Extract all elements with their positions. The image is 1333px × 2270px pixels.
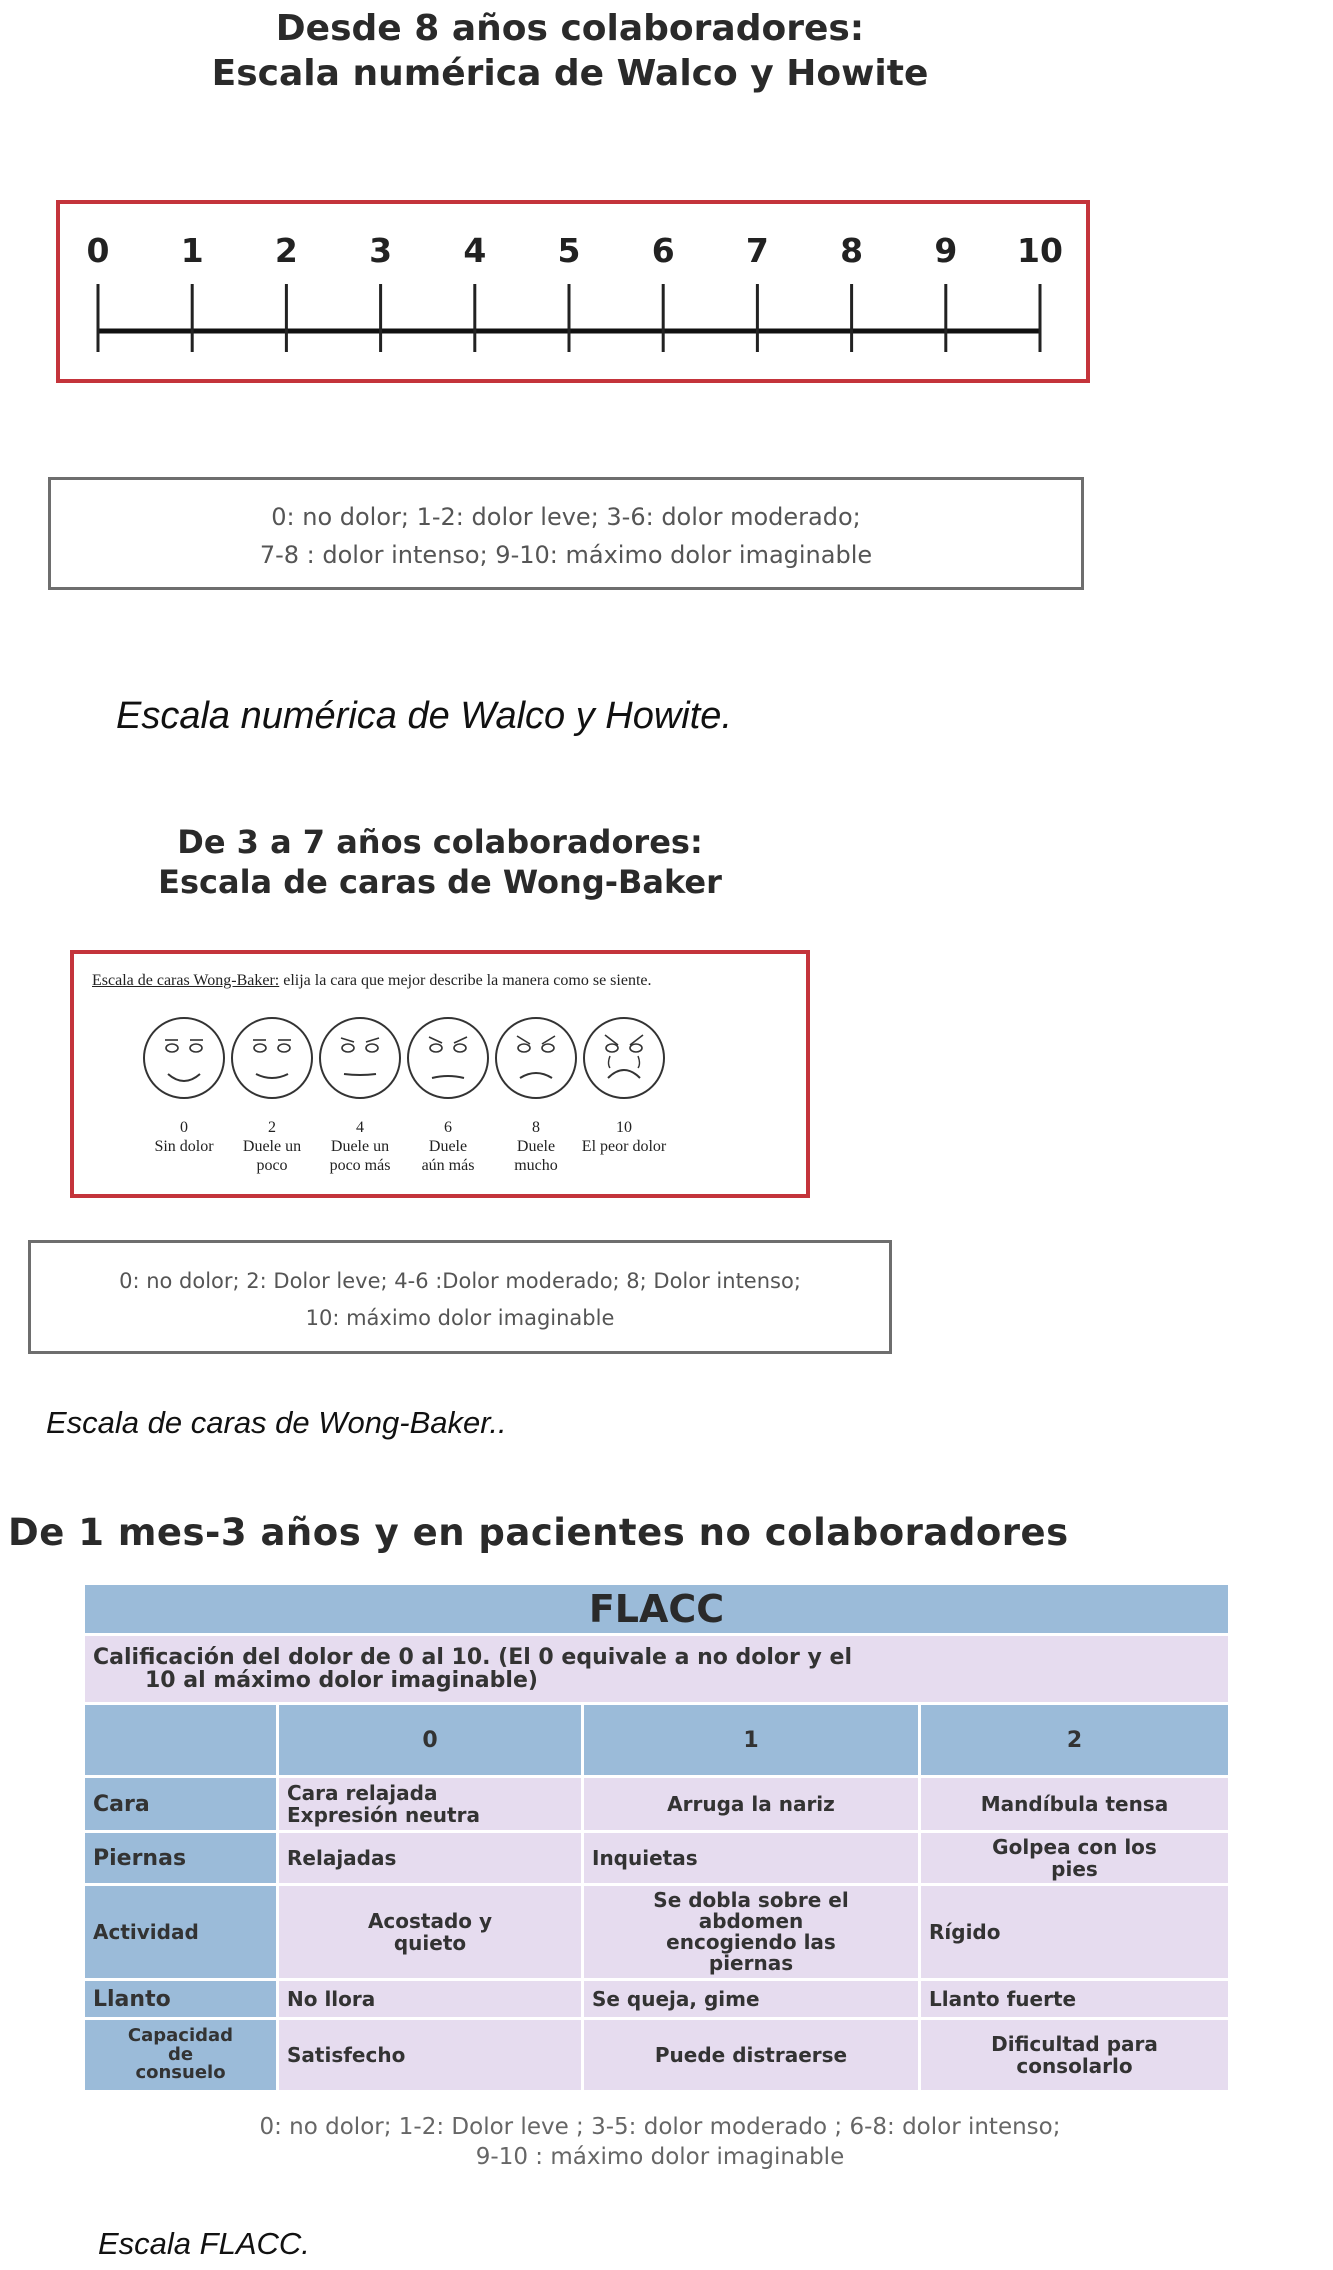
walco-legend-box [48, 477, 1084, 590]
scale-number-2: 2 [274, 231, 298, 270]
scale-number-6: 6 [651, 231, 675, 270]
pain-face-score: 2 [267, 1119, 276, 1136]
scale-number-0: 0 [86, 231, 110, 270]
pain-face-0-icon [144, 1018, 224, 1098]
pain-face-text: Duele [428, 1138, 468, 1156]
pain-face-label [154, 1118, 213, 1156]
pain-face-label [514, 1118, 558, 1176]
walco-section-title [120, 6, 1020, 96]
flacc-cell: Cara relajada Expresión neutra [279, 1778, 581, 1830]
pain-face-6-icon [408, 1018, 488, 1098]
pain-face-text: aún más [421, 1157, 475, 1175]
flacc-table [82, 1582, 1231, 2093]
flacc-subtitle [85, 1636, 1228, 1702]
flacc-row-actividad [85, 1886, 1228, 1978]
flacc-legend [40, 2113, 1280, 2173]
flacc-cell: Relajadas [279, 1833, 581, 1883]
flacc-row-label: Piernas [85, 1833, 276, 1883]
flacc-cell: Puede distraerse [584, 2020, 918, 2090]
flacc-cell: Inquietas [584, 1833, 918, 1883]
walco-legend-line1: 0: no dolor; 1-2: dolor leve; 3-6: dolor moderado; [271, 503, 861, 531]
pain-face-10-icon [584, 1018, 664, 1098]
faces-scale-label: Escala de caras Wong-Baker: [92, 972, 280, 989]
pain-face-text: mucho [514, 1157, 558, 1175]
scale-number-8: 8 [840, 231, 864, 270]
pain-face-label [243, 1118, 301, 1176]
flacc-cell: Rígido [921, 1886, 1228, 1978]
pain-face-2-icon [232, 1018, 312, 1098]
flacc-subtitle-line1: Calificación del dolor de 0 al 10. (El 0 equivale a no dolor y el [93, 1644, 853, 1670]
flacc-table-wrapper [82, 1582, 1231, 2098]
pain-face-4-icon [320, 1018, 400, 1098]
flacc-legend-line1: 0: no dolor; 1-2: Dolor leve ; 3-5: dolor moderado ; 6-8: dolor intenso; [259, 2114, 1061, 2140]
flacc-cell: Se queja, gime [584, 1981, 918, 2017]
scale-number-4: 4 [463, 231, 487, 270]
pain-face-score: 10 [615, 1119, 632, 1136]
scale-number-5: 5 [557, 231, 581, 270]
pain-face-score: 0 [180, 1119, 188, 1136]
walco-title-line2: Escala numérica de Walco y Howite [211, 53, 929, 94]
walco-title-line1: Desde 8 años colaboradores: [275, 8, 865, 49]
scale-number-7: 7 [745, 231, 769, 270]
pain-face-text: Sin dolor [154, 1138, 214, 1156]
scale-number-1: 1 [180, 231, 204, 270]
pain-face-8-icon [496, 1018, 576, 1098]
pain-face-text: El peor dolor [581, 1138, 667, 1156]
flacc-cell: Golpea con los pies [921, 1833, 1228, 1883]
faces-scale-instruction: elija la cara que mejor describe la manera como se siente. [283, 972, 652, 989]
flacc-cell: Dificultad para consolarlo [921, 2020, 1228, 2090]
scale-ruler [60, 204, 1086, 379]
flacc-caption: Escala FLACC. [98, 2226, 310, 2261]
flacc-header-1: 1 [584, 1705, 918, 1775]
flacc-row-piernas [85, 1833, 1228, 1883]
pain-face-score: 8 [531, 1119, 540, 1136]
pain-face-text: poco [256, 1157, 288, 1175]
pain-face-label [330, 1118, 391, 1176]
wong-legend-line2: 10: máximo dolor imaginable [305, 1305, 615, 1330]
flacc-row-consuelo [85, 2020, 1228, 2090]
wong-legend-box [28, 1240, 892, 1354]
flacc-header-row [85, 1705, 1228, 1775]
pain-face-text: Duele [516, 1138, 556, 1156]
flacc-cell: Acostado y quieto [279, 1886, 581, 1978]
flacc-legend-line2: 9-10 : máximo dolor imaginable [475, 2143, 845, 2170]
scale-number-9: 9 [934, 231, 958, 270]
wong-title-line2: Escala de caras de Wong-Baker [158, 863, 722, 901]
flacc-row-label: Llanto [85, 1981, 276, 2017]
pain-face-text: poco más [329, 1157, 391, 1175]
flacc-cell: Arruga la nariz [584, 1778, 918, 1830]
flacc-header-0: 0 [279, 1705, 581, 1775]
flacc-header-2: 2 [921, 1705, 1228, 1775]
flacc-cell: Llanto fuerte [921, 1981, 1228, 2017]
pain-face-text: Duele un [242, 1138, 302, 1156]
flacc-cell: Mandíbula tensa [921, 1778, 1228, 1830]
walco-caption: Escala numérica de Walco y Howite. [116, 695, 732, 737]
scale-number-3: 3 [369, 231, 393, 270]
flacc-subtitle-line2: 10 al máximo dolor imaginable) [145, 1668, 538, 1693]
pain-face-label [582, 1118, 666, 1156]
pain-face-score: 6 [444, 1119, 452, 1136]
flacc-row-label: Capacidad de consuelo [85, 2020, 276, 2090]
flacc-cell: Se dobla sobre el abdomen encogiendo las piernas [584, 1886, 918, 1978]
faces-scale-frame [70, 950, 810, 1198]
numeric-scale-frame [56, 200, 1090, 383]
flacc-cell: Satisfecho [279, 2020, 581, 2090]
pain-face-text: Duele un [330, 1138, 390, 1156]
walco-legend-line2: 7-8 : dolor intenso; 9-10: máximo dolor imaginable [259, 541, 873, 570]
flacc-header-empty [85, 1705, 276, 1775]
scale-number-10: 10 [1017, 231, 1063, 270]
pain-face-label [422, 1118, 475, 1176]
wong-legend-line1: 0: no dolor; 2: Dolor leve; 4-6 :Dolor moderado; 8; Dolor intenso; [119, 1269, 801, 1293]
wong-title-line1: De 3 a 7 años colaboradores: [177, 823, 703, 861]
flacc-row-llanto [85, 1981, 1228, 2017]
flacc-section-title: De 1 mes-3 años y en pacientes no colaboradores [8, 1511, 1069, 1554]
flacc-cell: No llora [279, 1981, 581, 2017]
wong-caption: Escala de caras de Wong-Baker.. [46, 1405, 507, 1440]
flacc-table-title: FLACC [85, 1585, 1228, 1633]
pain-face-score: 4 [356, 1119, 364, 1136]
flacc-row-label: Cara [85, 1778, 276, 1830]
flacc-row-label: Actividad [85, 1886, 276, 1978]
flacc-row-cara [85, 1778, 1228, 1830]
wong-section-title [100, 822, 780, 902]
